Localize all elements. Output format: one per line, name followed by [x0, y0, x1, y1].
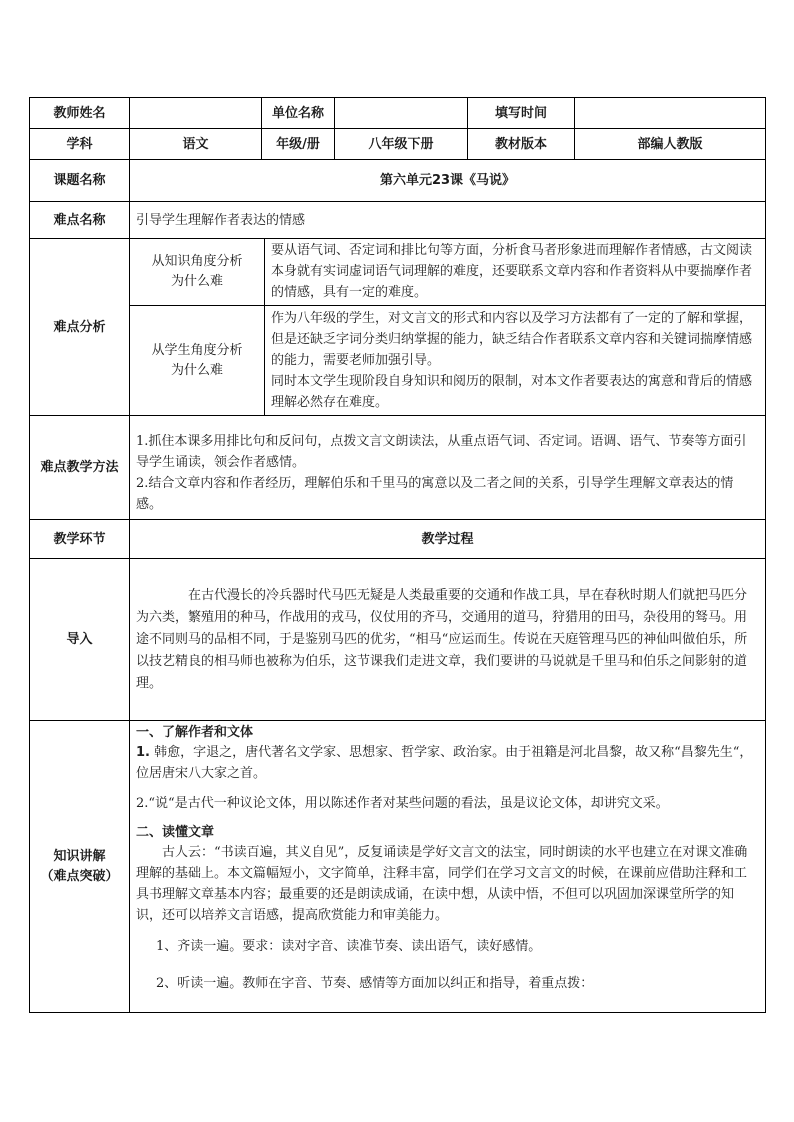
- grade-value: 八年级下册: [368, 136, 434, 152]
- teacher-name-value: [130, 98, 261, 128]
- edition-value: 部编人教版: [637, 136, 703, 152]
- intro-label: 导入: [66, 632, 93, 647]
- knowledge-label-line-1: 知识讲解: [53, 848, 106, 864]
- method-item-2: 2.结合文章内容和作者经历，理解伯乐和千里马的寓意以及二者之间的关系，引导学生理解文章表达的情感。: [136, 476, 734, 512]
- section-1-item-1-number: 1.: [136, 745, 150, 760]
- student-angle-text: [265, 306, 765, 415]
- section-1-item-1: [136, 742, 759, 784]
- edition-label: 教材版本: [494, 136, 547, 152]
- student-angle-label: 从学生角度分析为什么难: [151, 342, 243, 378]
- step-1: 1、齐读一遍。要求：读对字音、读准节奏、读出语气，读好感情。: [156, 939, 542, 954]
- student-angle-paragraph-1: 作为八年级的学生，对文言文的形式和内容以及学习方法都有了一定的了解和掌握，但是还缺乏字词分类归纳掌握的能力，缺乏结合作者联系文章内容和关键词揣摩情感的能力，需要老师加强引导。: [271, 311, 753, 368]
- subject-label: 学科: [66, 136, 93, 152]
- method-label: 难点教学方法: [40, 460, 119, 475]
- topic-label: 课题名称: [53, 173, 106, 188]
- intro-paragraph: 在古代漫长的冷兵器时代马匹无疑是人类最重要的交通和作战工具，早在春秋时期人们就把马匹分为六类，繁殖用的种马，作战用的戎马，仪仗用的齐马，交通用的道马，狩猎用的田马，杂役用的驽马。用途不同则马的品相不同，于是鉴别马匹的优劣，“相马“应运而生。传说在天庭管理马匹的神仙叫做伯乐，所以技艺精良的相马师也被称为伯乐，这节课我们走进文章，我们要讲的马说就是千里马和伯乐之间影射的道理。: [136, 588, 748, 691]
- unit-name-value: [335, 98, 467, 128]
- section-2-paragraph: 古人云：“书读百遍，其义自见”，反复诵读是学好文言文的法宝，同时朗读的水平也建立在对课文准确理解的基础上。本文篇幅短小，文字简单，注释丰富，同学们在学习文言文的时候，在课前应借助注释和工具书理解文章基本内容；最重要的还是朗读成诵，在读中想，从读中悟，不但可以巩固加深课堂所学的知识，还可以培养文言语感，提高欣赏能力和审美能力。: [136, 845, 748, 923]
- fill-time-label: 填写时间: [494, 105, 547, 121]
- fill-time-value: [575, 98, 765, 128]
- unit-name-label: 单位名称: [271, 105, 324, 121]
- analysis-label: 难点分析: [53, 319, 106, 335]
- subject-value: 语文: [182, 136, 209, 152]
- grade-label: 年级/册: [276, 136, 320, 152]
- knowledge-angle-label: 从知识角度分析为什么难: [151, 254, 243, 289]
- section-2-title: 二、读懂文章: [136, 825, 215, 840]
- section-1-title: 一、了解作者和文体: [136, 725, 254, 740]
- topic-value: 第六单元23课《马说》: [379, 173, 516, 188]
- student-angle-paragraph-2: 同时本文学生现阶段自身知识和阅历的限制，对本文作者要表达的寓意和背后的情感理解必然存在难度。: [271, 374, 753, 410]
- knowledge-label: [30, 721, 129, 1012]
- teacher-name-label: 教师姓名: [53, 105, 106, 121]
- section-1-item-1-text: 韩愈，字退之，唐代著名文学家、思想家、哲学家、政治家。由于祖籍是河北昌黎，故又称“昌黎先生“，位居唐宋八大家之首。: [136, 745, 753, 781]
- section-1-item-2: 2.“说“是古代一种议论文体，用以陈述作者对某些问题的看法，虽是议论文体，却讲究文采。: [136, 796, 669, 811]
- process-header: 教学过程: [421, 531, 474, 547]
- knowledge-content: [130, 721, 765, 1012]
- knowledge-angle-text: [265, 239, 765, 305]
- difficulty-value: 引导学生理解作者表达的情感: [136, 212, 306, 228]
- knowledge-angle-paragraph: 要从语气词、否定词和排比句等方面，分析食马者形象进而理解作者情感，古文阅读本身就有实词虚词语气词理解的难度，还要联系文章内容和作者资料从中要揣摩作者的情感，具有一定的难度。: [271, 243, 753, 300]
- step-2: 2、听读一遍。教师在字音、节奏、感情等方面加以纠正和指导，着重点拨：: [156, 976, 594, 991]
- intro-text: [130, 559, 765, 720]
- knowledge-label-line-2: （难点突破）: [40, 868, 119, 884]
- method-text: [130, 416, 765, 519]
- stage-header: 教学环节: [53, 531, 106, 547]
- method-item-1: 1.抓住本课多用排比句和反问句，点拨文言文朗读法，从重点语气词、否定词。语调、语气、节奏等方面引导学生诵读，领会作者感情。: [136, 434, 747, 470]
- difficulty-label: 难点名称: [53, 212, 106, 228]
